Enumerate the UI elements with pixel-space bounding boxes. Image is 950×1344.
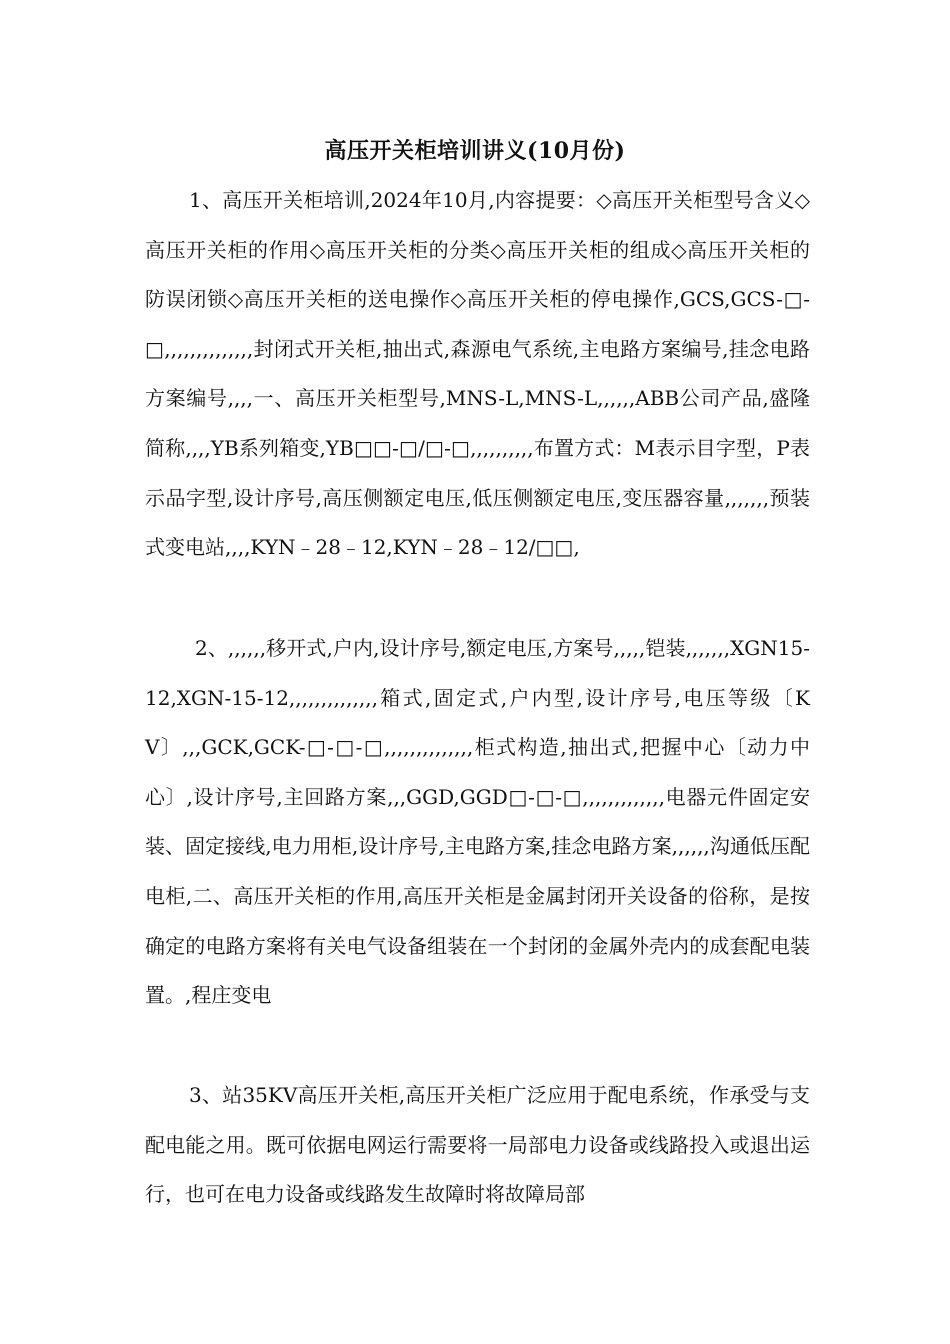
document-title: 高压开关柜培训讲义(10月份) [324,138,626,164]
paragraph-1: 1、高压开关柜培训,2024年10月,内容提要：◇高压开关柜型号含义◇高压开关柜的作用◇高压开关柜的分类◇高压开关柜的组成◇高压开关柜的防误闭锁◇高压开关柜的送电操作◇高压开关柜的停电操作,GCS,GCS-□-□,,,,,,,,,,,,,,封闭式开关柜,抽出式,森源电气系统,主电路方案编号,挂念电路方案编号,,,,一、高压开关柜型号,MNS-L,MNS-L,,,,,,ABB公司产品,盛隆简称,,,,YB系列箱变,YB□□-□/□-□,,,,,,,,,,布置方式：M表示目字型，P表示品字型,设计序号,高压侧额定电压,低压侧额定电压,变压器容量,,,,,,,预装式变电站,,,,KYN﹣28﹣12,KYN﹣28﹣12/□□, [145,188,810,560]
paragraph-2: 2、,,,,,,移开式,户内,设计序号,额定电压,方案号,,,,,铠装,,,,,,,XGN15-12,XGN-15-12,,,,,,,,,,,,,,箱式,固定式,户内型,设计序号,电压等级〔KV〕,,,GCK,GCK-□-□-□,,,,,,,,,,,,,,柜式构造,抽出式,把握中心〔动力中心〕,设计序号,主回路方案,,,GGD,GGD□-□-□,,,,,,,,,,,,,电器元件固定安装、固定接线,电力用柜,设计序号,主电路方案,挂念电路方案,,,,,,沟通低压配电柜,二、高压开关柜的作用,高压开关柜是金属封闭开关设备的俗称，是按确定的电路方案将有关电气设备组装在一个封闭的金属外壳内的成套配电装置。,程庄变电 [145,636,810,1008]
paragraph-3: 3、站35KV高压开关柜,高压开关柜广泛应用于配电系统，作承受与支配电能之用。既可依据电网运行需要将一局部电力设备或线路投入或退出运行，也可在电力设备或线路发生故障时将故障局部 [145,1083,810,1207]
